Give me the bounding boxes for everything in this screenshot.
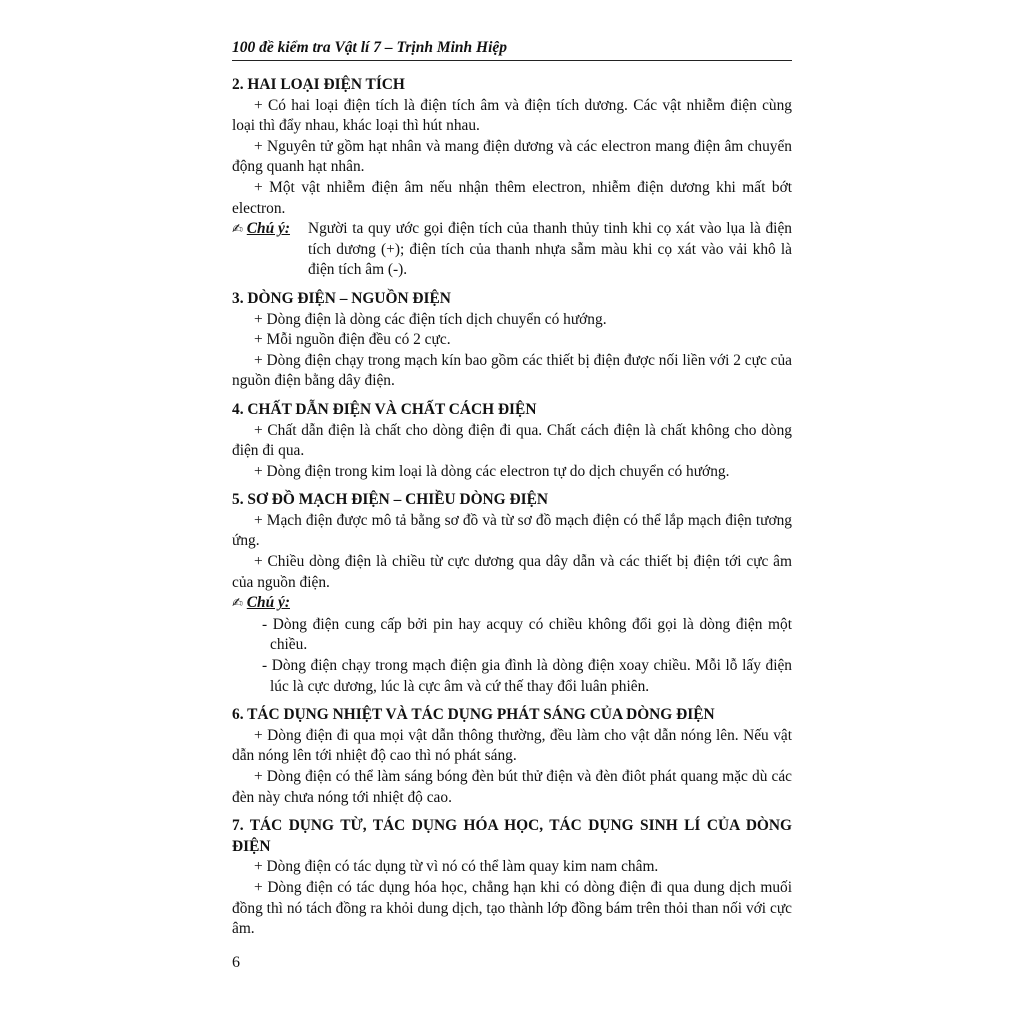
paragraph: + Mạch điện được mô tả bằng sơ đồ và từ sơ đồ mạch điện có thể lắp mạch điện tương ứng.	[232, 511, 792, 550]
note-item: - Dòng điện cung cấp bởi pin hay acquy có chiều không đổi gọi là dòng điện một chiều.	[262, 615, 792, 654]
page-content	[232, 75, 792, 940]
paragraph: + Dòng điện đi qua mọi vật dẫn thông thường, đều làm cho vật dẫn nóng lên. Nếu vật dẫn nóng lên tới nhiệt độ cao thì nó phát sáng.	[232, 726, 792, 765]
note-label: ✍ Chú ý:	[232, 220, 290, 238]
note-text: Người ta quy ước gọi điện tích của thanh thủy tinh khi cọ xát vào lụa là điện tích dương (+); điện tích của thanh nhựa sẫm màu khi cọ xát vào vải khô là điện tích âm (-).	[308, 220, 792, 279]
section-title: 2. HAI LOẠI ĐIỆN TÍCH	[232, 76, 405, 93]
pencil-icon: ✍	[232, 596, 243, 612]
paragraph: + Dòng điện trong kim loại là dòng các electron tự do dịch chuyển có hướng.	[254, 462, 730, 480]
paragraph: + Dòng điện có tác dụng từ vì nó có thể làm quay kim nam châm.	[254, 858, 659, 876]
pencil-icon: ✍	[232, 222, 243, 238]
section-title: 3. DÒNG ĐIỆN – NGUỒN ĐIỆN	[232, 289, 451, 307]
paragraph: + Dòng điện chạy trong mạch kín bao gồm các thiết bị điện được nối liền với 2 cực của nguồn điện bằng dây điện.	[232, 351, 792, 390]
paragraph: + Dòng điện có tác dụng hóa học, chẳng hạn khi có dòng điện đi qua dung dịch muối đồng thì nó tách đồng ra khỏi dung dịch, tạo thành lớp đồng bám trên thỏi than nối với cực âm.	[232, 878, 792, 938]
paragraph: + Nguyên tử gồm hạt nhân và mang điện dương và các electron mang điện âm chuyển động quanh hạt nhân.	[232, 137, 792, 176]
section-title: 7. TÁC DỤNG TỪ, TÁC DỤNG HÓA HỌC, TÁC DỤNG SINH LÍ CỦA DÒNG ĐIỆN	[232, 817, 792, 855]
note-item: - Dòng điện chạy trong mạch điện gia đình là dòng điện xoay chiều. Mỗi lỗ lấy điện lúc là cực dương, lúc là cực âm và cứ thế thay đổi luân phiên.	[262, 657, 792, 695]
note-label: ✍ Chú ý:	[232, 594, 290, 612]
paragraph: + Chiều dòng điện là chiều từ cực dương qua dây dẫn và các thiết bị điện tới cực âm của nguồn điện.	[232, 553, 792, 591]
section-title: 4. CHẤT DẪN ĐIỆN VÀ CHẤT CÁCH ĐIỆN	[232, 400, 537, 418]
running-header: 100 đề kiểm tra Vật lí 7 – Trịnh Minh Hiệp	[232, 38, 792, 61]
section-title: 5. SƠ ĐỒ MẠCH ĐIỆN – CHIỀU DÒNG ĐIỆN	[232, 491, 548, 509]
paragraph: + Có hai loại điện tích là điện tích âm và điện tích dương. Các vật nhiễm điện cùng loại thì đẩy nhau, khác loại thì hút nhau.	[232, 96, 792, 135]
paragraph: + Chất dẫn điện là chất cho dòng điện đi qua. Chất cách điện là chất không cho dòng điện đi qua.	[232, 421, 792, 460]
book-page	[232, 38, 792, 940]
note-block	[232, 219, 792, 281]
paragraph: + Mỗi nguồn điện đều có 2 cực.	[254, 331, 451, 349]
paragraph: + Dòng điện có thể làm sáng bóng đèn bút thử điện và đèn điôt phát quang mặc dù các đèn này chưa nóng tới nhiệt độ cao.	[232, 768, 792, 806]
page-number: 6	[232, 954, 240, 971]
section-title: 6. TÁC DỤNG NHIỆT VÀ TÁC DỤNG PHÁT SÁNG CỦA DÒNG ĐIỆN	[232, 706, 715, 724]
paragraph: + Một vật nhiễm điện âm nếu nhận thêm electron, nhiễm điện dương khi mất bớt electron.	[232, 178, 792, 217]
paragraph: + Dòng điện là dòng các điện tích dịch chuyển có hướng.	[254, 310, 607, 328]
